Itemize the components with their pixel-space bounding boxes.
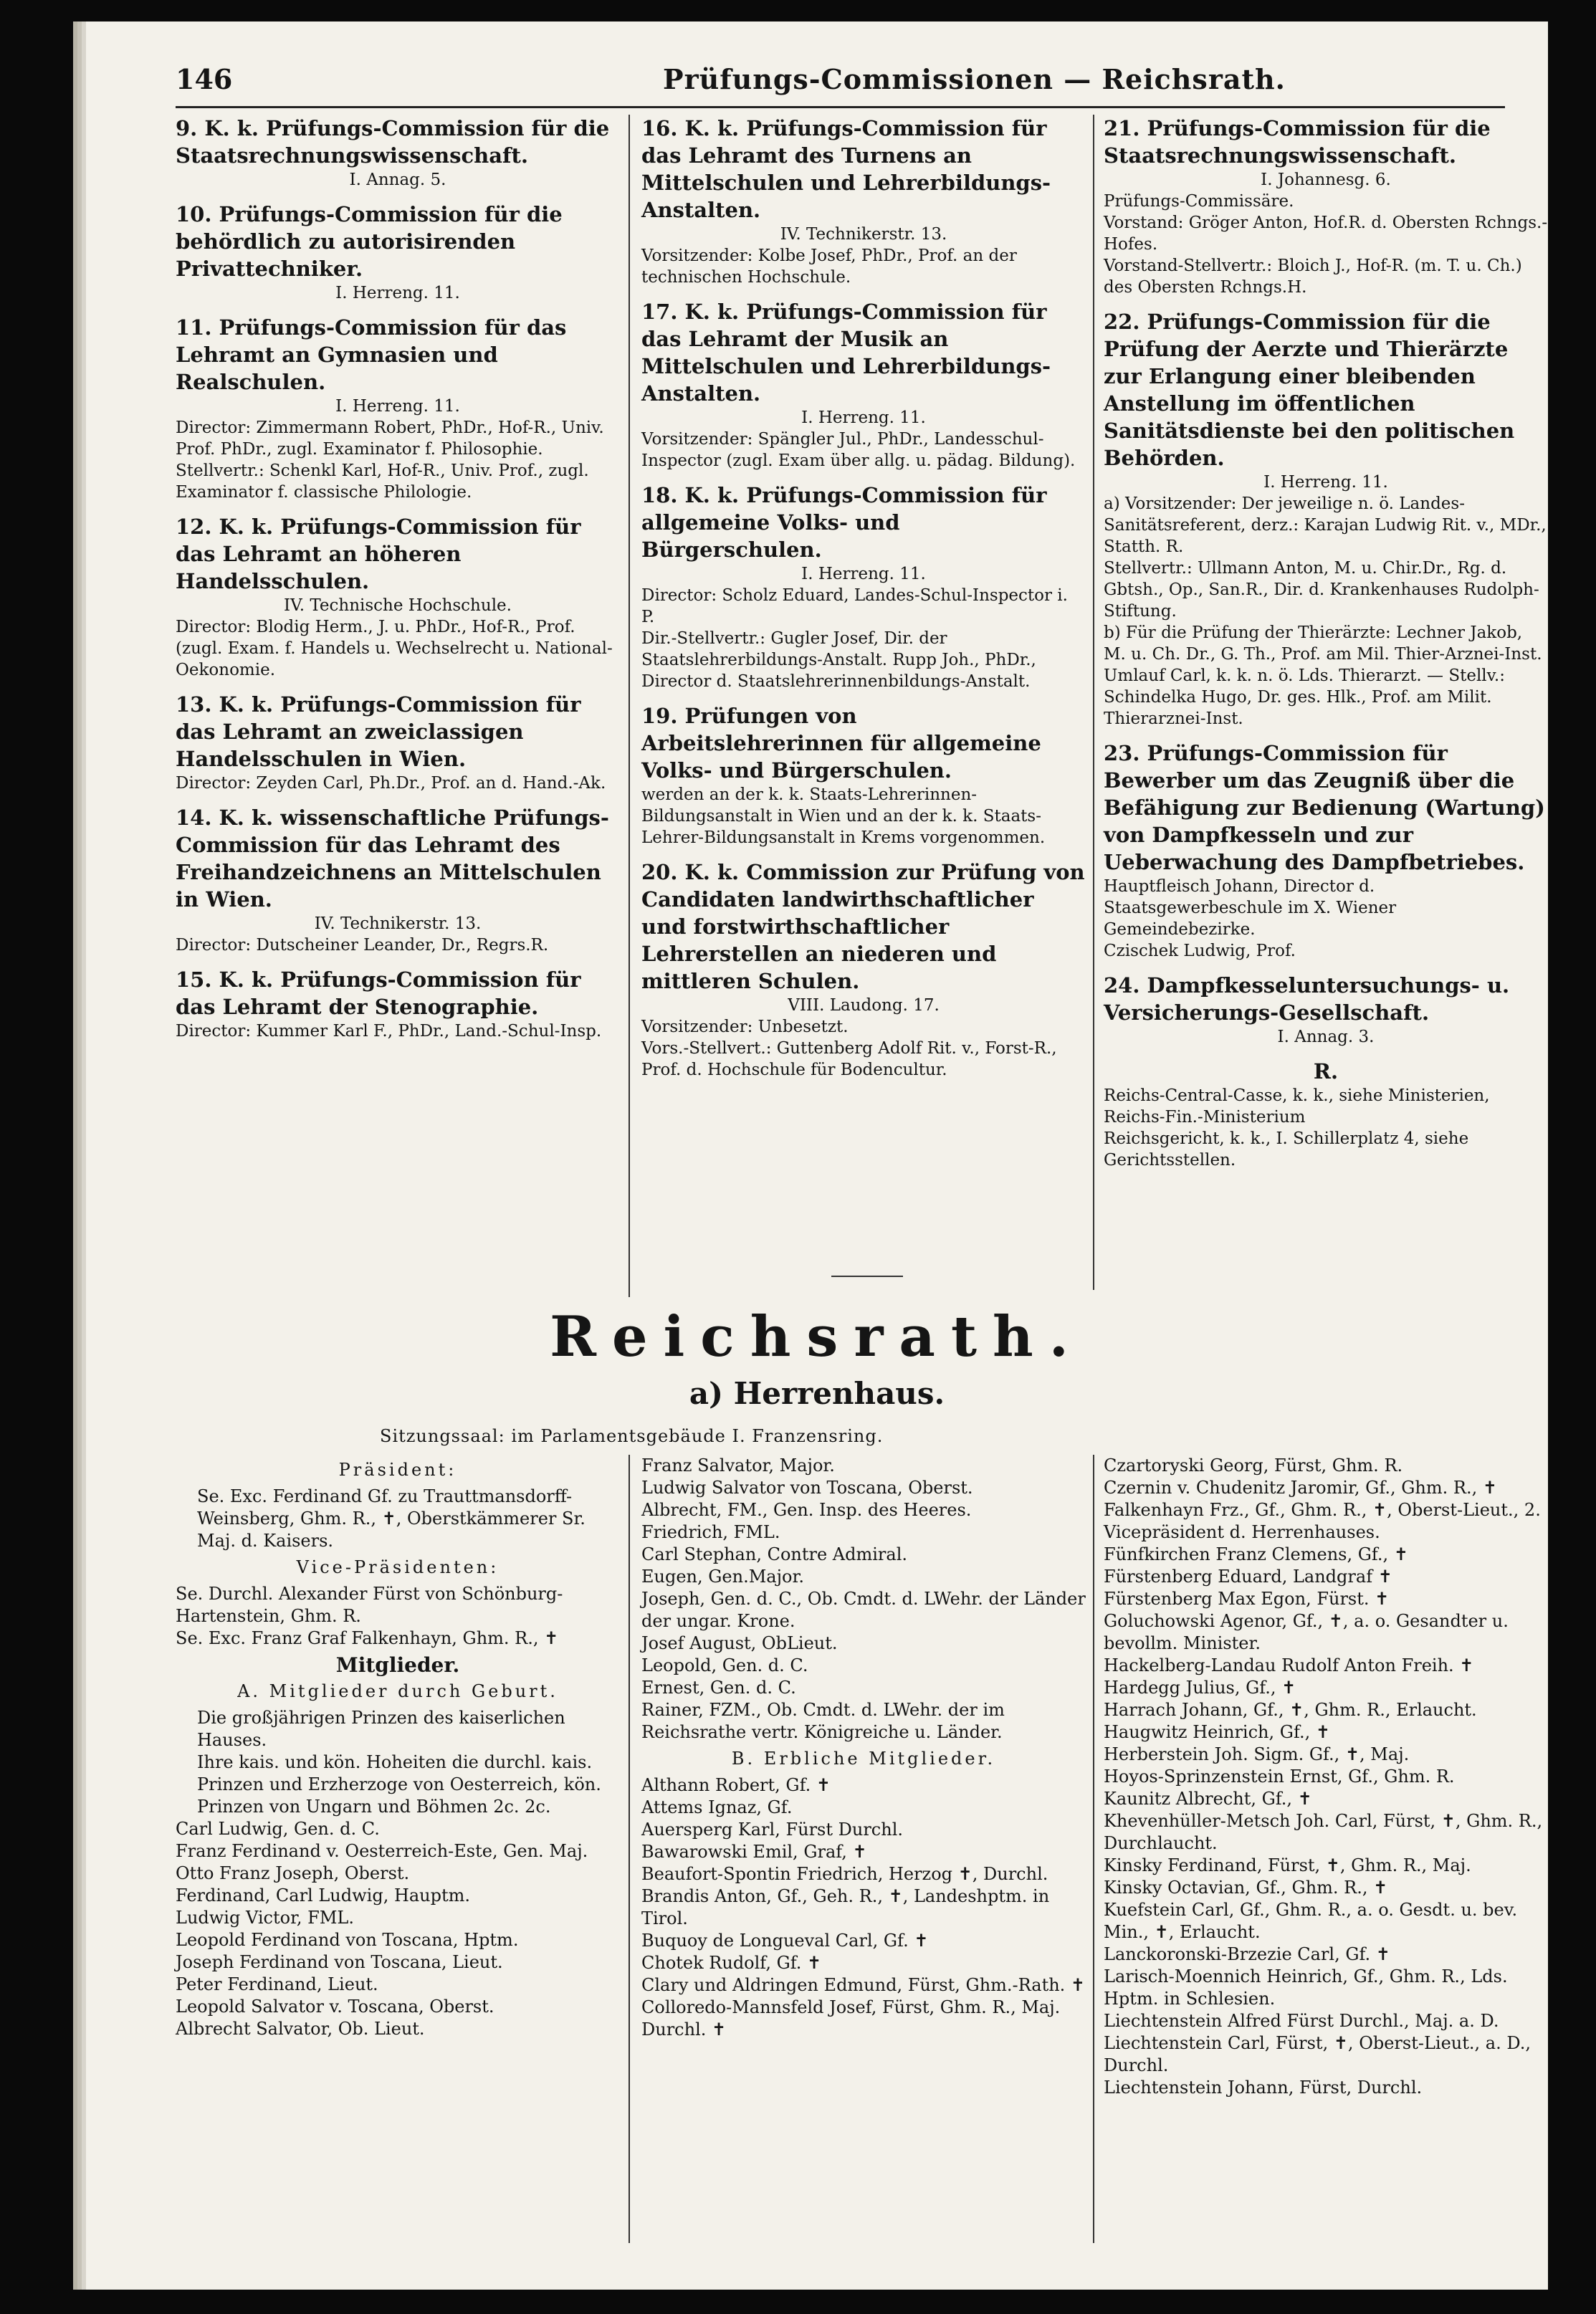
commission-line: Director: Scholz Eduard, Landes-Schul-Inspector i. P.	[641, 586, 1068, 626]
member-entry: Franz Ferdinand v. Oesterreich-Este, Gen. Maj.	[176, 1841, 588, 1861]
commission-title: 11. Prüfungs-Commission für das Lehramt an Gymnasien und Realschulen.	[176, 315, 567, 394]
commission-line: Vorsitzender: Spängler Jul., PhDr., Landesschul-Inspector (zugl. Exam über allg. u. pädag. Bildung).	[641, 430, 1076, 470]
member-entry: Goluchowski Agenor, Gf., ✝, a. o. Gesandter u. bevollm. Minister.	[1104, 1611, 1509, 1653]
commission-title: 22. Prüfungs-Commission für die Prüfung der Aerzte und Thierärzte zur Erlangung einer bleibenden Anstellung im öffentlichen Sanitätsdienste bei den politischen Behörden.	[1104, 310, 1515, 470]
lower-column-left	[176, 1455, 620, 2243]
commission-line: Dir.-Stellvertr.: Gugler Josef, Dir. der Staatslehrerbildungs-Anstalt. Rupp Joh., PhDr., Director d. Staatslehrerinnenbildungs-Anstalt.	[641, 629, 1036, 691]
member-entry: Ludwig Salvator von Toscana, Oberst.	[641, 1478, 973, 1498]
member-entry: Rainer, FZM., Ob. Cmdt. d. LWehr. der im Reichsrathe vertr. Königreiche u. Länder.	[641, 1700, 1005, 1742]
praesident-heading: Präsident:	[338, 1460, 457, 1480]
mitglieder-heading: Mitglieder.	[335, 1653, 460, 1677]
member-entry: Khevenhüller-Metsch Joh. Carl, Fürst, ✝, Ghm. R., Durchlaucht.	[1104, 1811, 1543, 1853]
commission-line: Reichsgericht, k. k., I. Schillerplatz 4, siehe Gerichtsstellen.	[1104, 1129, 1469, 1170]
commission-entry	[1104, 115, 1548, 298]
member-entry: Beaufort-Spontin Friedrich, Herzog ✝, Durchl.	[641, 1864, 1048, 1884]
commission-entry	[1104, 1058, 1548, 1171]
lower-divider-1	[629, 1455, 630, 2243]
commission-line: IV. Technikerstr. 13.	[780, 225, 947, 244]
commission-line: Director: Zimmermann Robert, PhDr., Hof-R., Univ. Prof. PhDr., zugl. Examinator f. Philosophie.	[176, 419, 604, 459]
member-entry: Czernin v. Chudenitz Jaromir, Gf., Ghm. R., ✝	[1104, 1478, 1497, 1498]
member-entry: Althann Robert, Gf. ✝	[641, 1775, 831, 1795]
commission-entry	[641, 482, 1086, 692]
column-middle	[641, 115, 1086, 1276]
commission-line: Director: Kummer Karl F., PhDr., Land.-Schul-Insp.	[176, 1022, 602, 1041]
member-entry: Brandis Anton, Gf., Geh. R., ✝, Landeshptm. in Tirol.	[641, 1886, 1050, 1928]
column-divider-1	[629, 115, 630, 1297]
commission-line: Vorsitzender: Unbesetzt.	[641, 1018, 849, 1036]
member-entry: Fürstenberg Eduard, Landgraf ✝	[1104, 1567, 1392, 1587]
member-entry: Liechtenstein Johann, Fürst, Durchl.	[1104, 2078, 1423, 2098]
vice-heading: Vice-Präsidenten:	[296, 1557, 500, 1577]
commission-entry	[176, 691, 620, 794]
commission-title: 18. K. k. Prüfungs-Commission für allgemeine Volks- und Bürgerschulen.	[641, 483, 1047, 562]
section-rule	[831, 1276, 903, 1277]
name-list	[1104, 1455, 1548, 2099]
commission-line: I. Annag. 3.	[1277, 1028, 1375, 1046]
lower-divider-2	[1093, 1455, 1094, 2243]
member-entry: Auersperg Karl, Fürst Durchl.	[641, 1820, 904, 1840]
member-entry: Kuefstein Carl, Gf., Ghm. R., a. o. Gesdt. u. bev. Min., ✝, Erlaucht.	[1104, 1900, 1518, 1942]
member-entry: Herberstein Joh. Sigm. Gf., ✝, Maj.	[1104, 1744, 1410, 1764]
member-entry: Franz Salvator, Major.	[641, 1455, 835, 1476]
member-entry: Eugen, Gen.Major.	[641, 1567, 804, 1587]
commission-title: 21. Prüfungs-Commission für die Staatsrechnungswissenschaft.	[1104, 116, 1491, 168]
commission-title: 23. Prüfungs-Commission für Bewerber um das Zeugniß über die Befähigung zur Bedienung (Wartung) von Dampfkesseln und zur Ueberwachung des Dampfbetriebes.	[1104, 741, 1545, 874]
member-entry: Leopold, Gen. d. C.	[641, 1655, 808, 1675]
commission-title: 12. K. k. Prüfungs-Commission für das Lehramt an höheren Handelsschulen.	[176, 515, 581, 593]
running-title: Prüfungs-Commissionen — Reichsrath.	[663, 63, 1286, 95]
geburt-intro: Die großjährigen Prinzen des kaiserlichen Hauses.	[197, 1708, 565, 1750]
commission-line: I. Johannesg. 6.	[1261, 171, 1391, 189]
member-entry: Fürstenberg Max Egon, Fürst. ✝	[1104, 1589, 1390, 1609]
commission-line: I. Herreng. 11.	[801, 408, 926, 427]
member-entry: Buquoy de Longueval Carl, Gf. ✝	[641, 1931, 929, 1951]
erbliche-heading: B. Erbliche Mitglieder.	[731, 1749, 996, 1769]
member-entry: Colloredo-Mannsfeld Josef, Fürst, Ghm. R., Maj. Durchl. ✝	[641, 1997, 1061, 2040]
commission-line: I. Herreng. 11.	[335, 397, 460, 416]
member-entry: Liechtenstein Alfred Fürst Durchl., Maj. a. D.	[1104, 2011, 1499, 2031]
commission-entry	[176, 201, 620, 304]
member-entry: Larisch-Moennich Heinrich, Gf., Ghm. R., Lds. Hptm. in Schlesien.	[1104, 1966, 1508, 2009]
column-left	[176, 115, 620, 1297]
member-entry: Chotek Rudolf, Gf. ✝	[641, 1953, 822, 1973]
member-entry: Kinsky Ferdinand, Fürst, ✝, Ghm. R., Maj.	[1104, 1855, 1471, 1875]
commission-title: 15. K. k. Prüfungs-Commission für das Lehramt der Stenographie.	[176, 967, 581, 1019]
commission-line: I. Herreng. 11.	[1263, 473, 1388, 492]
member-entry: Clary und Aldringen Edmund, Fürst, Ghm.-Rath. ✝	[641, 1975, 1086, 1995]
header-rule	[176, 106, 1505, 108]
member-entry: Ernest, Gen. d. C.	[641, 1678, 796, 1698]
member-entry: Leopold Ferdinand von Toscana, Hptm.	[176, 1930, 519, 1950]
commission-line: Vorstand-Stellvertr.: Bloich J., Hof-R. (m. T. u. Ch.) des Obersten Rchngs.H.	[1104, 257, 1522, 297]
member-entry: Leopold Salvator v. Toscana, Oberst.	[176, 1997, 494, 2017]
commission-line: Vorsitzender: Kolbe Josef, PhDr., Prof. an der technischen Hochschule.	[641, 247, 1017, 287]
commission-line: Vors.-Stellvert.: Guttenberg Adolf Rit. v., Forst-R., Prof. d. Hochschule für Bodencultur.	[641, 1039, 1057, 1079]
section-title: Reichsrath.	[550, 1304, 1084, 1369]
commission-line: VIII. Laudong. 17.	[788, 996, 940, 1015]
commission-line: a) Vorsitzender: Der jeweilige n. ö. Landes-Sanitätsreferent, derz.: Karajan Ludwig Rit. v., MDr., Statth. R.	[1104, 494, 1547, 556]
member-entry: Otto Franz Joseph, Oberst.	[176, 1863, 410, 1883]
commission-line: Director: Dutscheiner Leander, Dr., Regrs.R.	[176, 936, 549, 955]
commission-entry	[176, 513, 620, 681]
column-divider-2	[1093, 115, 1094, 1290]
commission-title: 13. K. k. Prüfungs-Commission für das Lehramt an zweiclassigen Handelsschulen in Wien.	[176, 692, 581, 771]
member-entry: Friedrich, FML.	[641, 1522, 780, 1542]
geburt-heading: A. Mitglieder durch Geburt.	[237, 1681, 558, 1701]
member-entry: Haugwitz Heinrich, Gf., ✝	[1104, 1722, 1330, 1742]
commission-line: IV. Technikerstr. 13.	[314, 914, 482, 933]
commission-entry	[176, 115, 620, 191]
commission-title: 19. Prüfungen von Arbeitslehrerinnen für allgemeine Volks- und Bürgerschulen.	[641, 704, 1041, 783]
member-entry: Kaunitz Albrecht, Gf., ✝	[1104, 1789, 1312, 1809]
commission-entry	[176, 314, 620, 503]
commission-line: Vorstand: Gröger Anton, Hof.R. d. Obersten Rchngs.-Hofes.	[1104, 214, 1548, 254]
praesident-entry: Se. Exc. Ferdinand Gf. zu Trauttmansdorff-Weinsberg, Ghm. R., ✝, Oberstkämmerer Sr. Maj. d. Kaisers.	[197, 1486, 586, 1551]
column-right	[1104, 115, 1548, 1290]
member-entry: Liechtenstein Carl, Fürst, ✝, Oberst-Lieut., a. D., Durchl.	[1104, 2033, 1531, 2075]
member-entry: Czartoryski Georg, Fürst, Ghm. R.	[1104, 1455, 1403, 1476]
commission-line: Prüfungs-Commissäre.	[1104, 192, 1294, 211]
member-entry: Kinsky Octavian, Gf., Ghm. R., ✝	[1104, 1878, 1388, 1898]
vice-list	[176, 1583, 620, 1650]
commission-title: 14. K. k. wissenschaftliche Prüfungs-Commission für das Lehramt des Freihandzeichnens an Mittelschulen in Wien.	[176, 805, 609, 912]
page-number: 146	[176, 63, 233, 95]
member-entry: Carl Ludwig, Gen. d. C.	[176, 1819, 380, 1839]
member-entry: Albrecht Salvator, Ob. Lieut.	[176, 2019, 425, 2039]
section-subtitle: a) Herrenhaus.	[689, 1376, 945, 1411]
name-list	[176, 1818, 620, 2040]
member-entry: Fünfkirchen Franz Clemens, Gf., ✝	[1104, 1544, 1408, 1564]
sitzungssaal-line: Sitzungssaal: im Parlamentsgebäude I. Franzensring.	[380, 1426, 884, 1446]
vice-entry: Se. Durchl. Alexander Fürst von Schönburg-Hartenstein, Ghm. R.	[176, 1584, 563, 1626]
commission-title: 16. K. k. Prüfungs-Commission für das Lehramt des Turnens an Mittelschulen und Lehrerbildungs-Anstalten.	[641, 116, 1051, 222]
commission-line: Reichs-Central-Casse, k. k., siehe Ministerien, Reichs-Fin.-Ministerium	[1104, 1086, 1490, 1127]
commission-entry	[176, 966, 620, 1042]
vice-entry: Se. Exc. Franz Graf Falkenhayn, Ghm. R., ✝	[176, 1628, 559, 1648]
commission-entry	[641, 702, 1086, 848]
member-entry: Falkenhayn Frz., Gf., Ghm. R., ✝, Oberst-Lieut., 2. Vicepräsident d. Herrenhauses.	[1104, 1500, 1541, 1542]
commission-entry	[1104, 308, 1548, 730]
commission-line: IV. Technische Hochschule.	[284, 596, 512, 615]
member-entry: Ludwig Victor, FML.	[176, 1908, 354, 1928]
commission-entry	[1104, 740, 1548, 962]
member-entry: Ferdinand, Carl Ludwig, Hauptm.	[176, 1885, 471, 1906]
member-entry: Peter Ferdinand, Lieut.	[176, 1974, 378, 1994]
commission-title: R.	[1313, 1059, 1339, 1084]
commission-line: I. Annag. 5.	[349, 171, 446, 189]
lower-column-right	[1104, 1455, 1548, 2243]
lower-column-middle	[641, 1455, 1086, 2243]
member-entry: Lanckoronski-Brzezie Carl, Gf. ✝	[1104, 1944, 1390, 1964]
commission-entry	[176, 804, 620, 956]
member-entry: Hackelberg-Landau Rudolf Anton Freih. ✝	[1104, 1655, 1474, 1675]
commission-title: 20. K. k. Commission zur Prüfung von Candidaten landwirthschaftlicher und forstwirthschaftlicher Lehrerstellen an niederen und mittleren Schulen.	[641, 860, 1085, 993]
commission-line: Director: Zeyden Carl, Ph.Dr., Prof. an d. Hand.-Ak.	[176, 774, 606, 793]
commission-line: Umlauf Carl, k. k. n. ö. Lds. Thierarzt. — Stellv.: Schindelka Hugo, Dr. ges. Hlk., Prof. am Milit. Thierarznei-Inst.	[1104, 666, 1505, 728]
commission-entry	[641, 859, 1086, 1081]
commission-line: I. Herreng. 11.	[801, 565, 926, 583]
commission-line: Hauptfleisch Johann, Director d. Staatsgewerbeschule im X. Wiener Gemeindebezirke.	[1104, 877, 1397, 939]
commission-title: 24. Dampfkesseluntersuchungs- u. Versicherungs-Gesellschaft.	[1104, 973, 1510, 1025]
member-entry: Albrecht, FM., Gen. Insp. des Heeres.	[641, 1500, 972, 1520]
commission-line: b) Für die Prüfung der Thierärzte: Lechner Jakob, M. u. Ch. Dr., G. Th., Prof. am Mil. Thier-Arznei-Inst.	[1104, 623, 1542, 664]
member-entry: Harrach Johann, Gf., ✝, Ghm. R., Erlaucht.	[1104, 1700, 1477, 1720]
member-entry: Bawarowski Emil, Graf, ✝	[641, 1842, 867, 1862]
member-entry: Josef August, ObLieut.	[641, 1633, 838, 1653]
member-entry: Hardegg Julius, Gf., ✝	[1104, 1678, 1296, 1698]
commission-line: Stellvertr.: Ullmann Anton, M. u. Chir.Dr., Rg. d. Gbtsh., Op., San.R., Dir. d. Krankenhauses Rudolph-Stiftung.	[1104, 559, 1539, 621]
member-entry: Hoyos-Sprinzenstein Ernst, Gf., Ghm. R.	[1104, 1766, 1455, 1787]
commission-line: Director: Blodig Herm., J. u. PhDr., Hof-R., Prof. (zugl. Exam. f. Handels u. Wechselrecht u. National-Oekonomie.	[176, 618, 613, 679]
commission-title: 17. K. k. Prüfungs-Commission für das Lehramt der Musik an Mittelschulen und Lehrerbildungs-Anstalten.	[641, 300, 1051, 406]
commission-entry	[641, 115, 1086, 288]
commission-title: 9. K. k. Prüfungs-Commission für die Staatsrechnungswissenschaft.	[176, 116, 610, 168]
member-entry: Attems Ignaz, Gf.	[641, 1797, 793, 1817]
commission-entry	[641, 298, 1086, 472]
name-list	[641, 1455, 1086, 1744]
member-entry: Carl Stephan, Contre Admiral.	[641, 1544, 908, 1564]
member-entry: Joseph, Gen. d. C., Ob. Cmdt. d. LWehr. der Länder der ungar. Krone.	[641, 1589, 1086, 1631]
page-header	[176, 63, 1505, 106]
commission-line: werden an der k. k. Staats-Lehrerinnen-Bildungsanstalt in Wien und an der k. k. Staats-Lehrer-Bildungsanstalt in Krems vorgenommen.	[641, 785, 1046, 847]
commission-entry	[1104, 972, 1548, 1048]
member-entry: Joseph Ferdinand von Toscana, Lieut.	[176, 1952, 503, 1972]
erbliche-list	[641, 1774, 1086, 2041]
geburt-intro-2: Ihre kais. und kön. Hoheiten die durchl. kais. Prinzen und Erzherzoge von Oesterreich, kön. Prinzen von Ungarn und Böhmen 2c. 2c.	[197, 1752, 601, 1817]
commission-line: I. Herreng. 11.	[335, 284, 460, 302]
commission-line: Stellvertr.: Schenkl Karl, Hof-R., Univ. Prof., zugl. Examinator f. classische Philologie.	[176, 462, 589, 502]
book-page	[86, 21, 1548, 2290]
commission-title: 10. Prüfungs-Commission für die behördlich zu autorisirenden Privattechniker.	[176, 202, 563, 281]
commission-line: Czischek Ludwig, Prof.	[1104, 942, 1296, 960]
